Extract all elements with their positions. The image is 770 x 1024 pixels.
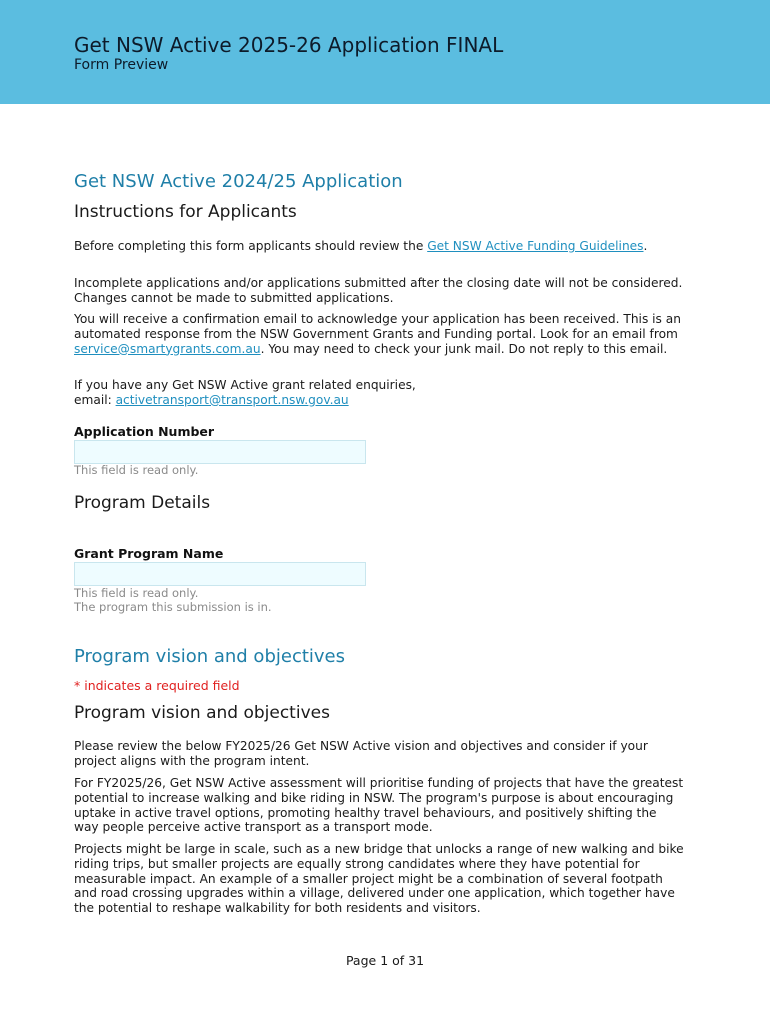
section-title-application: Get NSW Active 2024/25 Application <box>74 171 403 192</box>
program-details-heading: Program Details <box>74 493 211 513</box>
service-email-link[interactable]: service@smartygrants.com.au <box>74 341 261 356</box>
instructions-paragraph-enquiries: If you have any Get NSW Active grant related enquiries, email: activetransport@transport.nsw.gov.au <box>74 378 416 407</box>
grant-program-name-label: Grant Program Name <box>74 546 224 561</box>
section-title-vision: Program vision and objectives <box>74 646 346 667</box>
grant-program-name-field[interactable] <box>74 562 366 586</box>
page-indicator: Page 1 of 31 <box>345 953 425 968</box>
enquiries-email-link[interactable]: activetransport@transport.nsw.gov.au <box>115 392 349 407</box>
required-field-note: * indicates a required field <box>74 678 240 693</box>
form-header-banner <box>0 0 770 104</box>
vision-paragraph-scale: Projects might be large in scale, such as a new bridge that unlocks a range of new walking and bike riding trips, but smaller projects are equally strong candidates where they have potential for measurable impact. An example of a smaller project might be a combination of several footpath and road crossing upgrades within a village, delivered under one application, which together have the potential to reshape walkability for both residents and visitors. <box>74 842 684 916</box>
instructions-paragraph-confirmation: You will receive a confirmation email to acknowledge your application has been received. This is an automated response from the NSW Government Grants and Funding portal. Look for an email from service@smartygrants.com.au. You may need to check your junk mail. Do not reply to this email. <box>74 312 681 356</box>
instructions-heading: Instructions for Applicants <box>74 202 297 222</box>
form-subtitle: Form Preview <box>74 57 169 73</box>
application-number-field[interactable] <box>74 440 366 464</box>
grant-program-name-hint: This field is read only. The program this submission is in. <box>74 586 272 614</box>
vision-paragraph-priority: For FY2025/26, Get NSW Active assessment will prioritise funding of projects that have the greatest potential to increase walking and bike riding in NSW. The program's purpose is about encouraging uptake in active travel options, promoting healthy travel behaviours, and positively shifting the way people perceive active transport as a transport mode. <box>74 776 684 835</box>
vision-paragraph-review: Please review the below FY2025/26 Get NSW Active vision and objectives and consider if your project aligns with the program intent. <box>74 739 648 768</box>
instructions-paragraph-guidelines: Before completing this form applicants should review the Get NSW Active Funding Guidelines. <box>74 239 648 253</box>
instructions-paragraph-closing: Incomplete applications and/or applications submitted after the closing date will not be considered. Changes cannot be made to submitted applications. <box>74 276 683 305</box>
form-title: Get NSW Active 2025-26 Application FINAL <box>74 33 504 57</box>
guidelines-link[interactable]: Get NSW Active Funding Guidelines <box>427 239 644 253</box>
vision-subheading: Program vision and objectives <box>74 703 330 723</box>
application-number-label: Application Number <box>74 424 215 439</box>
application-number-hint: This field is read only. <box>74 463 199 477</box>
